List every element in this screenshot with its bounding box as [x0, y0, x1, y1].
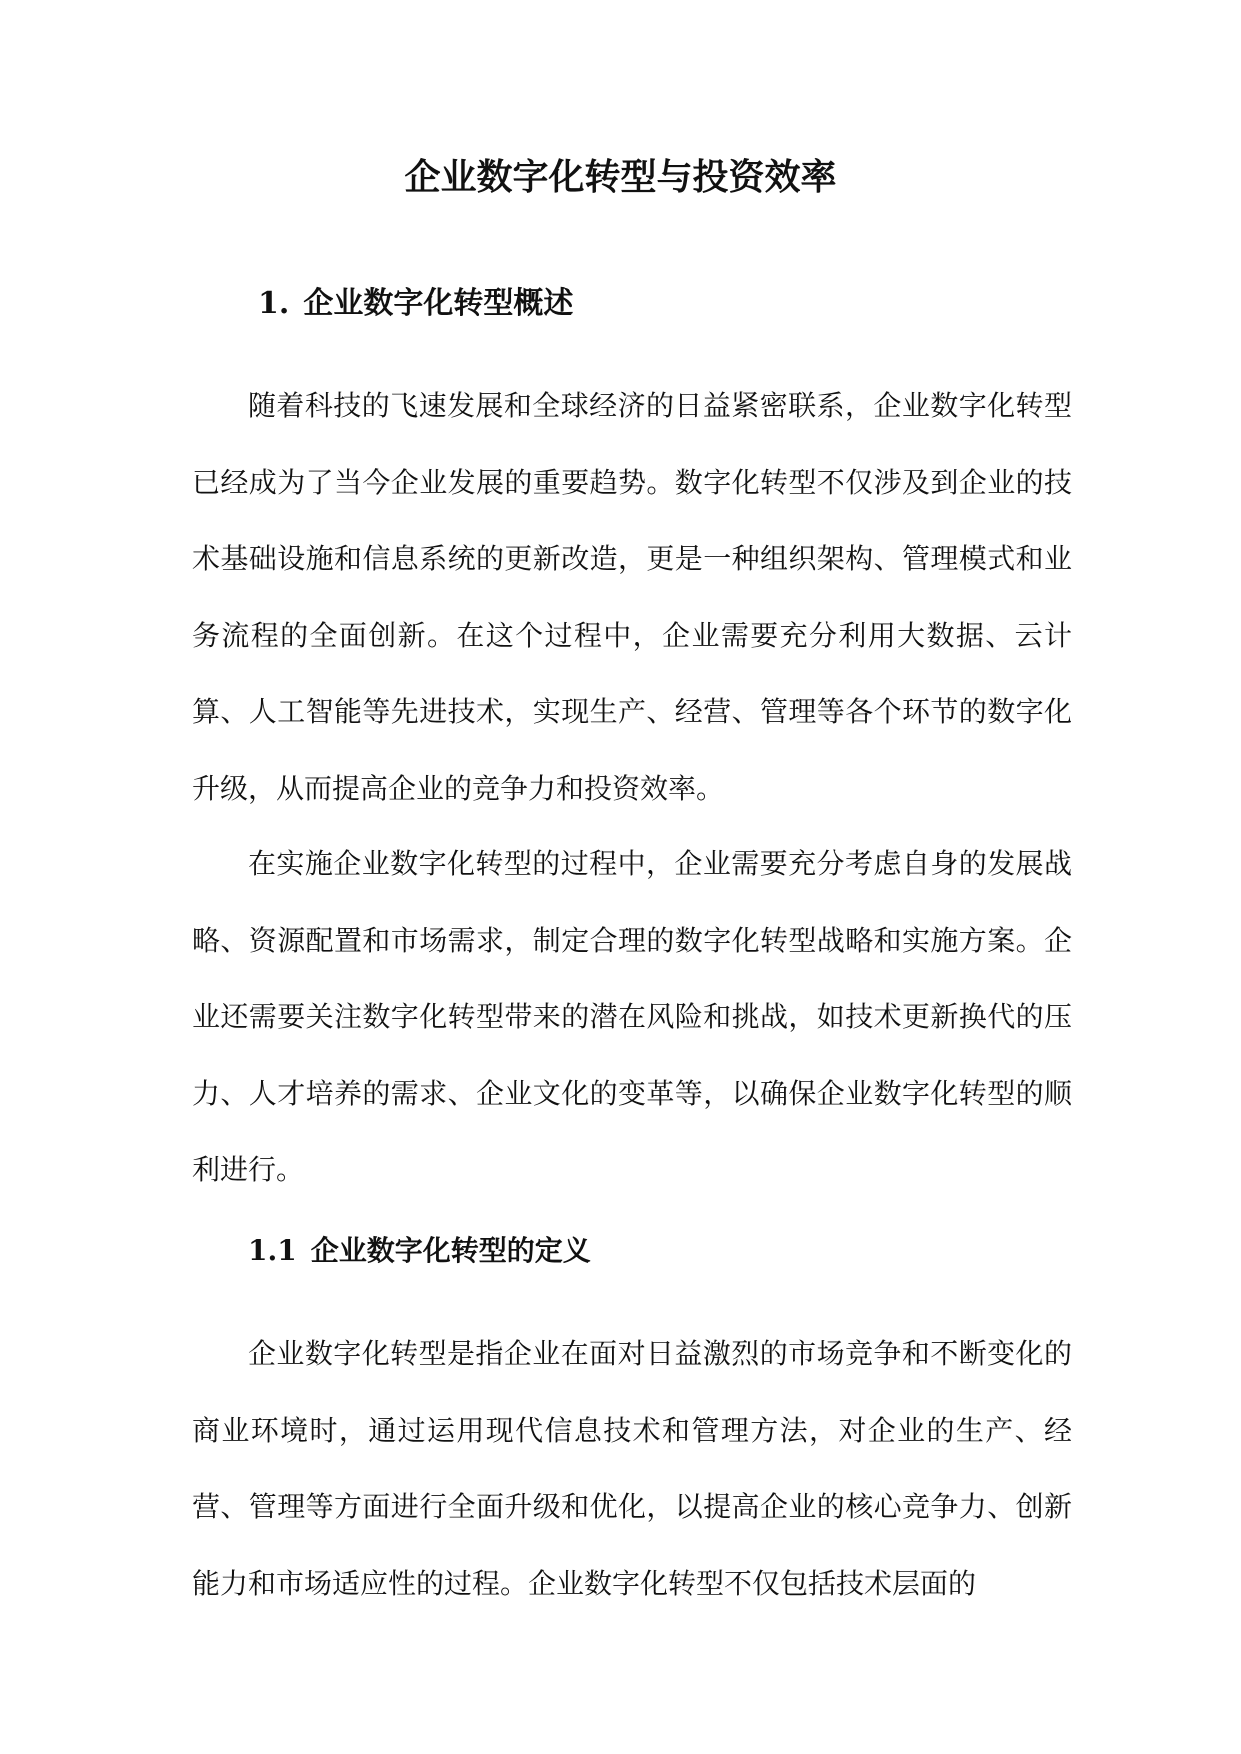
- paragraph-3: 企业数字化转型是指企业在面对日益激烈的市场竞争和不断变化的商业环境时，通过运用现代信息技术和管理方法，对企业的生产、经营、管理等方面进行全面升级和优化，以提高企业的核心竞争力、创新能力和市场适应性的过程。企业数字化转型不仅包括技术层面的: [192, 1337, 1072, 1600]
- section-heading-1: [258, 283, 573, 325]
- paragraph-2: 在实施企业数字化转型的过程中，企业需要充分考虑自身的发展战略、资源配置和市场需求，制定合理的数字化转型战略和实施方案。企业还需要关注数字化转型带来的潜在风险和挑战，如技术更新换代的压力、人才培养的需求、企业文化的变革等，以确保企业数字化转型的顺利进行。: [192, 847, 1072, 1186]
- section-title: 企业数字化转型概述: [303, 286, 574, 321]
- document-title: 企业数字化转型与投资效率: [404, 156, 837, 198]
- section-heading-1-1: [248, 1231, 591, 1271]
- subsection-number: 1.1: [248, 1234, 297, 1267]
- paragraph-1: 随着科技的飞速发展和全球经济的日益紧密联系，企业数字化转型已经成为了当今企业发展的重要趋势。数字化转型不仅涉及到企业的技术基础设施和信息系统的更新改造，更是一种组织架构、管理模式和业务流程的全面创新。在这个过程中，企业需要充分利用大数据、云计算、人工智能等先进技术，实现生产、经营、管理等各个环节的数字化升级，从而提高企业的竞争力和投资效率。: [192, 389, 1072, 805]
- subsection-title: 企业数字化转型的定义: [310, 1234, 591, 1267]
- section-number: 1.: [258, 286, 290, 321]
